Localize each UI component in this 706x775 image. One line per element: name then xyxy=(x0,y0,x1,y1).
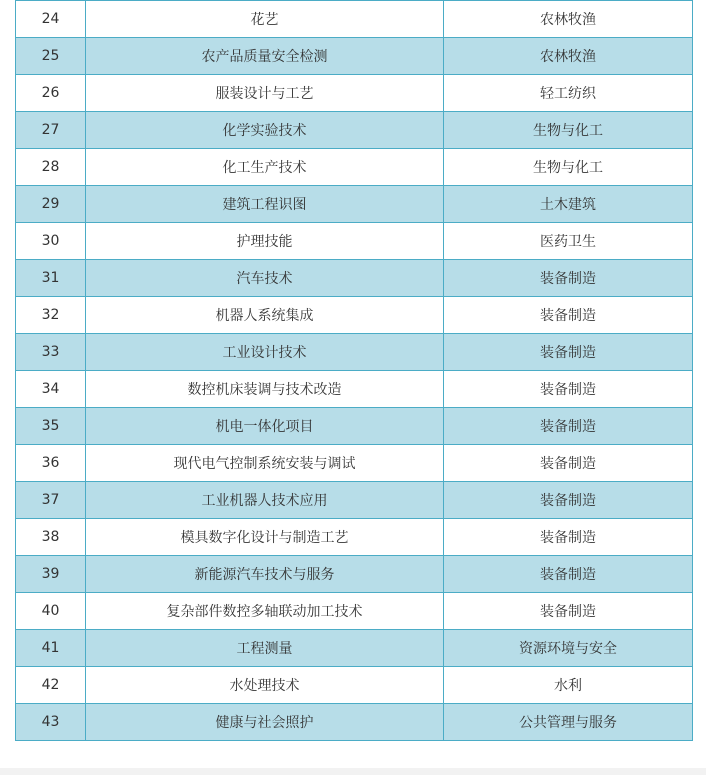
event-category: 资源环境与安全 xyxy=(444,630,693,667)
event-name: 数控机床装调与技术改造 xyxy=(86,371,444,408)
row-number: 33 xyxy=(16,334,86,371)
event-name: 机器人系统集成 xyxy=(86,297,444,334)
table-row xyxy=(16,75,693,112)
event-name: 复杂部件数控多轴联动加工技术 xyxy=(86,593,444,630)
event-name: 健康与社会照护 xyxy=(86,704,444,741)
row-number: 28 xyxy=(16,149,86,186)
event-name: 汽车技术 xyxy=(86,260,444,297)
event-name: 模具数字化设计与制造工艺 xyxy=(86,519,444,556)
event-name: 机电一体化项目 xyxy=(86,408,444,445)
row-number: 30 xyxy=(16,223,86,260)
row-number: 32 xyxy=(16,297,86,334)
table-row xyxy=(16,593,693,630)
event-category: 农林牧渔 xyxy=(444,38,693,75)
row-number: 31 xyxy=(16,260,86,297)
table-row xyxy=(16,149,693,186)
event-category: 轻工纺织 xyxy=(444,75,693,112)
event-name: 农产品质量安全检测 xyxy=(86,38,444,75)
table-row xyxy=(16,260,693,297)
event-name: 花艺 xyxy=(86,1,444,38)
row-number: 25 xyxy=(16,38,86,75)
row-number: 35 xyxy=(16,408,86,445)
event-name: 工业机器人技术应用 xyxy=(86,482,444,519)
table-row xyxy=(16,408,693,445)
row-number: 36 xyxy=(16,445,86,482)
event-category: 装备制造 xyxy=(444,297,693,334)
event-name: 化工生产技术 xyxy=(86,149,444,186)
event-category: 农林牧渔 xyxy=(444,1,693,38)
table-row xyxy=(16,186,693,223)
event-category: 装备制造 xyxy=(444,482,693,519)
event-category: 装备制造 xyxy=(444,593,693,630)
row-number: 43 xyxy=(16,704,86,741)
table-row xyxy=(16,556,693,593)
event-name: 护理技能 xyxy=(86,223,444,260)
table-body xyxy=(16,1,693,741)
event-category: 水利 xyxy=(444,667,693,704)
row-number: 40 xyxy=(16,593,86,630)
event-name: 工业设计技术 xyxy=(86,334,444,371)
table-row xyxy=(16,482,693,519)
event-name: 服装设计与工艺 xyxy=(86,75,444,112)
event-category: 装备制造 xyxy=(444,334,693,371)
event-name: 工程测量 xyxy=(86,630,444,667)
table-row xyxy=(16,704,693,741)
table-row xyxy=(16,112,693,149)
row-number: 29 xyxy=(16,186,86,223)
event-category: 生物与化工 xyxy=(444,149,693,186)
table-row xyxy=(16,371,693,408)
table-row xyxy=(16,38,693,75)
table-row xyxy=(16,519,693,556)
event-name: 水处理技术 xyxy=(86,667,444,704)
event-category: 装备制造 xyxy=(444,556,693,593)
table-row xyxy=(16,445,693,482)
event-category: 装备制造 xyxy=(444,408,693,445)
competition-table-wrapper xyxy=(15,0,692,741)
competition-table xyxy=(15,0,693,741)
event-category: 装备制造 xyxy=(444,371,693,408)
event-name: 化学实验技术 xyxy=(86,112,444,149)
table-row xyxy=(16,334,693,371)
table-row xyxy=(16,223,693,260)
event-category: 装备制造 xyxy=(444,445,693,482)
row-number: 42 xyxy=(16,667,86,704)
table-row xyxy=(16,297,693,334)
row-number: 34 xyxy=(16,371,86,408)
row-number: 26 xyxy=(16,75,86,112)
event-name: 新能源汽车技术与服务 xyxy=(86,556,444,593)
bottom-divider xyxy=(0,768,706,775)
event-category: 装备制造 xyxy=(444,519,693,556)
table-row xyxy=(16,1,693,38)
table-row xyxy=(16,630,693,667)
table-row xyxy=(16,667,693,704)
row-number: 41 xyxy=(16,630,86,667)
row-number: 24 xyxy=(16,1,86,38)
event-category: 生物与化工 xyxy=(444,112,693,149)
event-name: 现代电气控制系统安装与调试 xyxy=(86,445,444,482)
event-category: 装备制造 xyxy=(444,260,693,297)
event-name: 建筑工程识图 xyxy=(86,186,444,223)
event-category: 公共管理与服务 xyxy=(444,704,693,741)
row-number: 38 xyxy=(16,519,86,556)
event-category: 医药卫生 xyxy=(444,223,693,260)
row-number: 37 xyxy=(16,482,86,519)
row-number: 27 xyxy=(16,112,86,149)
event-category: 土木建筑 xyxy=(444,186,693,223)
row-number: 39 xyxy=(16,556,86,593)
